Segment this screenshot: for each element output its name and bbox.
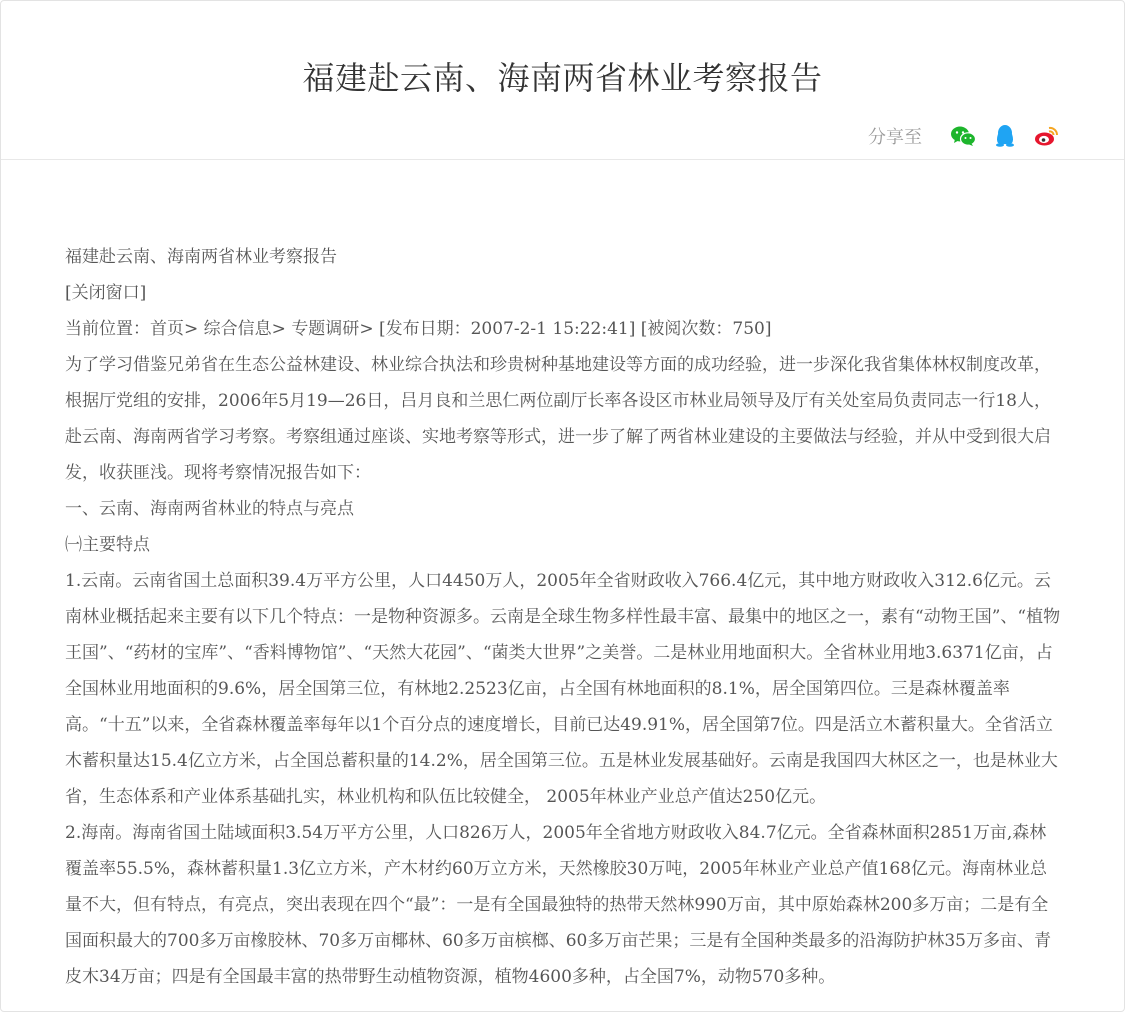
wechat-icon[interactable] [948,122,978,150]
breadcrumb-subsection[interactable]: 专题调研 [291,319,360,339]
breadcrumb-section[interactable]: 综合信息 [203,319,272,339]
share-label: 分享至 [868,127,922,148]
qq-icon[interactable] [990,122,1020,150]
breadcrumb [65,311,1063,347]
share-bar [868,122,1062,150]
subsection-heading: ㈠主要特点 [65,535,150,555]
breadcrumb-sep: > [271,319,292,339]
close-window-link[interactable]: [关闭窗口] [65,283,147,303]
breadcrumb-prefix: 当前位置： [65,319,150,339]
breadcrumb-sep: > [184,319,204,339]
paragraph-yunnan: 1.云南。云南省国土总面积39.4万平方公里，人口4450万人，2005年全省财政收入766.4亿元，其中地方财政收入312.6亿元。云南林业概括起来主要有以下几个特点：一是物种资源多。云南是全球生物多样性最丰富、最集中的地区之一，素有“动物王国”、“植物王国”、“药材的宝库”、“香料博物馆”、“天然大花园”、“菌类大世界”之美誉。二是林业用地面积大。全省林业用地3.6371亿亩，占全国林业用地面积的9.6%，居全国第三位，有林地2.2523亿亩，占全国有林地面积的8.1%，居全国第四位。三是森林覆盖率高。“十五”以来，全省森林覆盖率每年以1个百分点的速度增长，目前已达49.91%，居全国第7位。四是活立木蓄积量大。全省活立木蓄积量达15.4亿立方米，占全国总蓄积量的14.2%，居全国第三位。五是林业发展基础好。云南是我国四大林区之一，也是林业大省，生态体系和产业体系基础扎实，林业机构和队伍比较健全， 2005年林业产业总产值达250亿元。 [65,571,1061,807]
breadcrumb-home[interactable]: 首页 [150,319,184,339]
page-title: 福建赴云南、海南两省林业考察报告 [302,59,823,97]
article-header [1,1,1124,160]
publish-meta: > [发布日期：2007-2-1 15:22:41] [被阅次数：750] [359,319,772,339]
weibo-icon[interactable] [1032,122,1062,150]
section-heading: 一、云南、海南两省林业的特点与亮点 [65,499,354,519]
paragraph-hainan: 2.海南。海南省国土陆域面积3.54万平方公里，人口826万人，2005年全省地方财政收入84.7亿元。全省森林面积2851万亩,森林覆盖率55.5%，森林蓄积量1.3亿立方米，产木材约60万立方米，天然橡胶30万吨，2005年林业产业总产值168亿元。海南林业总量不大，但有特点，有亮点，突出表现在四个“最”：一是有全国最独特的热带天然林990万亩，其中原始森林200多万亩；二是有全国面积最大的700多万亩橡胶林、70多万亩椰林、60多万亩槟榔、60多万亩芒果；三是有全国种类最多的沿海防护林35万多亩、青皮木34万亩；四是有全国最丰富的热带野生动植物资源，植物4600多种，占全国7%，动物570多种。 [65,823,1051,987]
article-body [65,239,1063,995]
paragraph-intro: 为了学习借鉴兄弟省在生态公益林建设、林业综合执法和珍贵树种基地建设等方面的成功经验，进一步深化我省集体林权制度改革，根据厅党组的安排，2006年5月19—26日，吕月良和兰思仁两位副厅长率各设区市林业局领导及厅有关处室局负责同志一行18人，赴云南、海南两省学习考察。考察组通过座谈、实地考察等形式，进一步了解了两省林业建设的主要做法与经验，并从中受到很大启发，收获匪浅。现将考察情况报告如下： [65,355,1051,483]
inner-title: 福建赴云南、海南两省林业考察报告 [65,247,337,267]
